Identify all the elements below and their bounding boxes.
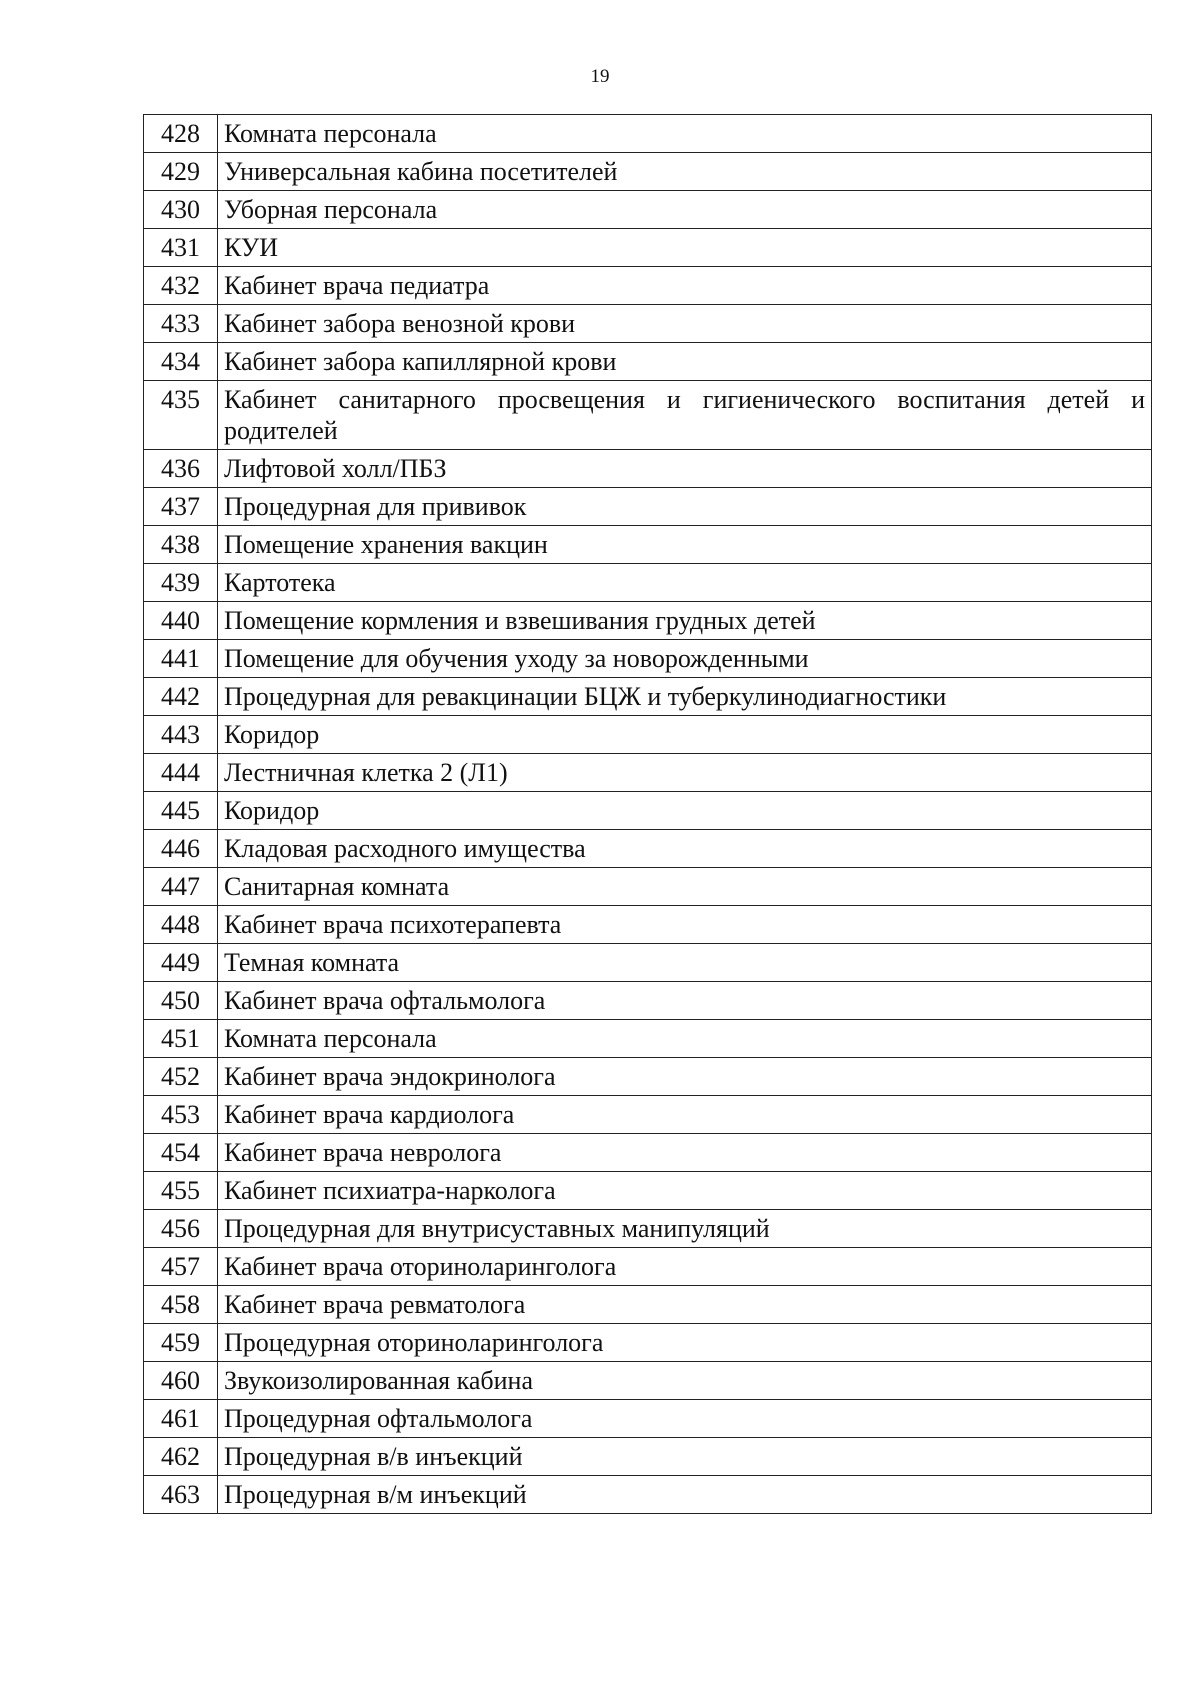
room-number-cell: 439 (144, 564, 218, 602)
room-number-cell: 459 (144, 1324, 218, 1362)
room-name-cell: Кладовая расходного имущества (218, 830, 1152, 868)
table-row (144, 1362, 1152, 1400)
room-name-cell: Кабинет врача оториноларинголога (218, 1248, 1152, 1286)
room-number-cell: 429 (144, 153, 218, 191)
table-row (144, 792, 1152, 830)
rooms-table-body (144, 115, 1152, 1514)
room-number-cell: 447 (144, 868, 218, 906)
table-row (144, 153, 1152, 191)
room-name-cell: Процедурная для ревакцинации БЦЖ и туберкулинодиагностики (218, 678, 1152, 716)
table-row (144, 1324, 1152, 1362)
table-row (144, 526, 1152, 564)
table-row (144, 1172, 1152, 1210)
room-name-cell: Лифтовой холл/ПБЗ (218, 450, 1152, 488)
table-row (144, 754, 1152, 792)
room-number-cell: 445 (144, 792, 218, 830)
room-number-cell: 457 (144, 1248, 218, 1286)
room-name-cell: Уборная персонала (218, 191, 1152, 229)
table-row (144, 1286, 1152, 1324)
room-number-cell: 431 (144, 229, 218, 267)
table-row (144, 1058, 1152, 1096)
room-number-cell: 458 (144, 1286, 218, 1324)
room-number-cell: 436 (144, 450, 218, 488)
room-name-cell: Картотека (218, 564, 1152, 602)
room-number-cell: 463 (144, 1476, 218, 1514)
room-number-cell: 443 (144, 716, 218, 754)
table-row (144, 602, 1152, 640)
room-name-cell: Помещение хранения вакцин (218, 526, 1152, 564)
room-name-cell: Звукоизолированная кабина (218, 1362, 1152, 1400)
room-number-cell: 432 (144, 267, 218, 305)
room-number-cell: 452 (144, 1058, 218, 1096)
table-row (144, 1438, 1152, 1476)
table-row (144, 267, 1152, 305)
room-name-cell: Процедурная оториноларинголога (218, 1324, 1152, 1362)
room-number-cell: 434 (144, 343, 218, 381)
table-row (144, 868, 1152, 906)
table-row (144, 716, 1152, 754)
room-name-cell: Кабинет врача ревматолога (218, 1286, 1152, 1324)
table-row (144, 229, 1152, 267)
table-row (144, 906, 1152, 944)
table-row (144, 191, 1152, 229)
room-name-cell: Кабинет забора капиллярной крови (218, 343, 1152, 381)
table-row (144, 678, 1152, 716)
room-name-cell: Процедурная офтальмолога (218, 1400, 1152, 1438)
room-name-cell: Темная комната (218, 944, 1152, 982)
room-name-cell: Кабинет забора венозной крови (218, 305, 1152, 343)
table-row (144, 488, 1152, 526)
room-number-cell: 430 (144, 191, 218, 229)
table-row (144, 830, 1152, 868)
table-row (144, 944, 1152, 982)
room-name-cell: Процедурная в/м инъекций (218, 1476, 1152, 1514)
room-number-cell: 438 (144, 526, 218, 564)
room-name-cell: Процедурная в/в инъекций (218, 1438, 1152, 1476)
room-number-cell: 453 (144, 1096, 218, 1134)
room-name-cell: Кабинет санитарного просвещения и гигиенического воспитания детей и родителей (218, 381, 1152, 450)
room-number-cell: 454 (144, 1134, 218, 1172)
room-name-cell: Кабинет врача невролога (218, 1134, 1152, 1172)
room-name-cell: Коридор (218, 716, 1152, 754)
table-row (144, 564, 1152, 602)
room-name-cell: КУИ (218, 229, 1152, 267)
table-row (144, 640, 1152, 678)
room-name-cell: Помещение для обучения уходу за новорожденными (218, 640, 1152, 678)
room-name-cell: Комната персонала (218, 115, 1152, 153)
page-number: 19 (590, 66, 610, 87)
room-number-cell: 433 (144, 305, 218, 343)
room-name-cell: Кабинет врача кардиолога (218, 1096, 1152, 1134)
room-name-cell: Кабинет врача эндокринолога (218, 1058, 1152, 1096)
room-number-cell: 444 (144, 754, 218, 792)
room-number-cell: 461 (144, 1400, 218, 1438)
table-row (144, 1248, 1152, 1286)
room-number-cell: 441 (144, 640, 218, 678)
room-number-cell: 455 (144, 1172, 218, 1210)
table-row (144, 343, 1152, 381)
room-name-cell: Универсальная кабина посетителей (218, 153, 1152, 191)
table-row (144, 1210, 1152, 1248)
table-row (144, 1020, 1152, 1058)
table-row (144, 381, 1152, 450)
table-row (144, 450, 1152, 488)
room-number-cell: 456 (144, 1210, 218, 1248)
room-number-cell: 440 (144, 602, 218, 640)
room-number-cell: 435 (144, 381, 218, 450)
table-row (144, 1134, 1152, 1172)
room-name-cell: Помещение кормления и взвешивания грудных детей (218, 602, 1152, 640)
room-name-cell: Комната персонала (218, 1020, 1152, 1058)
table-row (144, 1476, 1152, 1514)
room-name-cell: Кабинет врача офтальмолога (218, 982, 1152, 1020)
room-number-cell: 462 (144, 1438, 218, 1476)
table-row (144, 1400, 1152, 1438)
rooms-table (143, 114, 1152, 1514)
room-number-cell: 460 (144, 1362, 218, 1400)
room-name-cell: Кабинет врача психотерапевта (218, 906, 1152, 944)
room-number-cell: 450 (144, 982, 218, 1020)
room-name-cell: Кабинет психиатра-нарколога (218, 1172, 1152, 1210)
room-name-cell: Кабинет врача педиатра (218, 267, 1152, 305)
table-row (144, 305, 1152, 343)
room-name-cell: Процедурная для внутрисуставных манипуляций (218, 1210, 1152, 1248)
room-number-cell: 446 (144, 830, 218, 868)
room-number-cell: 449 (144, 944, 218, 982)
room-name-cell: Коридор (218, 792, 1152, 830)
table-row (144, 1096, 1152, 1134)
room-number-cell: 448 (144, 906, 218, 944)
room-number-cell: 442 (144, 678, 218, 716)
room-name-cell: Процедурная для прививок (218, 488, 1152, 526)
table-row (144, 115, 1152, 153)
room-number-cell: 437 (144, 488, 218, 526)
table-row (144, 982, 1152, 1020)
room-name-cell: Санитарная комната (218, 868, 1152, 906)
room-number-cell: 428 (144, 115, 218, 153)
room-number-cell: 451 (144, 1020, 218, 1058)
room-name-cell: Лестничная клетка 2 (Л1) (218, 754, 1152, 792)
